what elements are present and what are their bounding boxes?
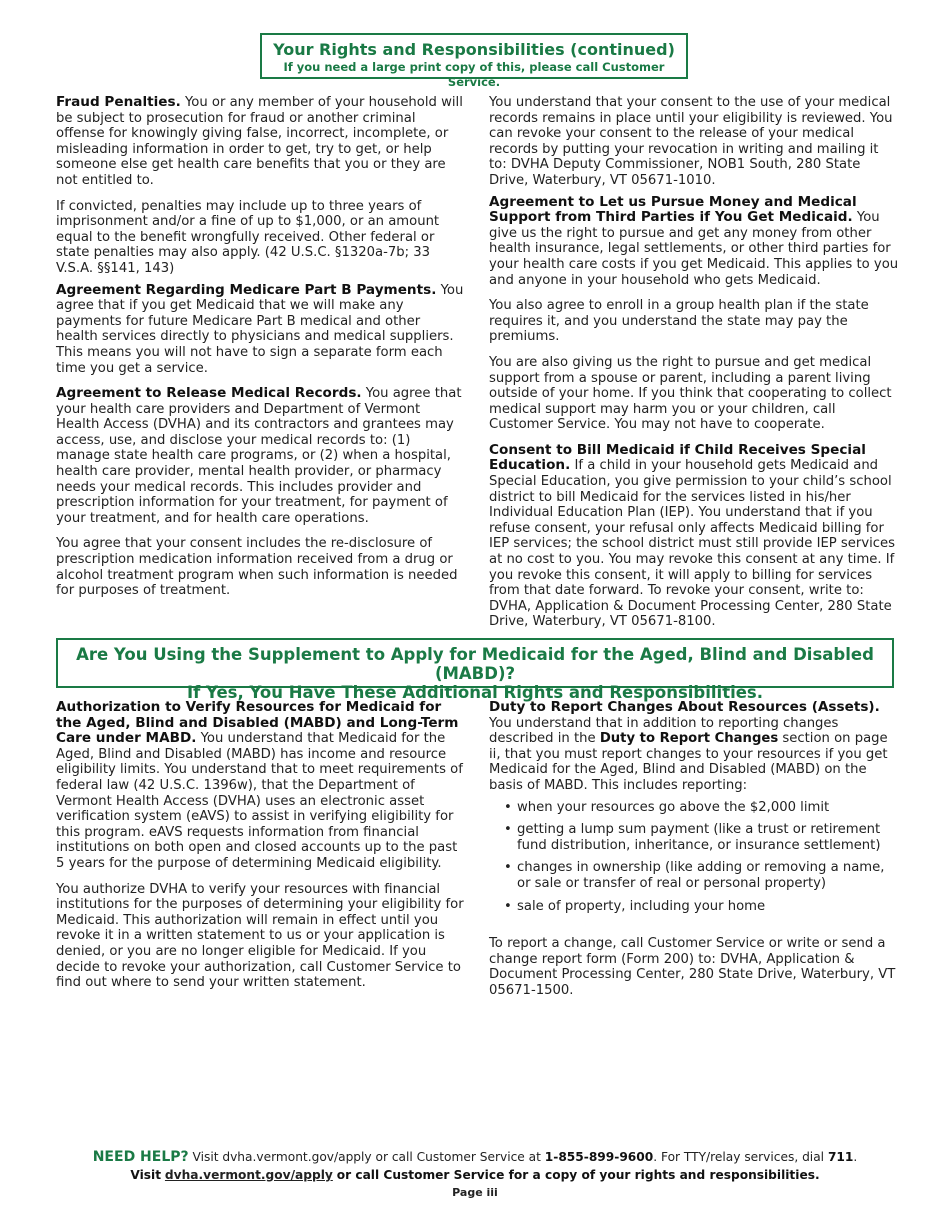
left-column xyxy=(56,95,466,609)
page-subtitle: If you need a large print copy of this, please call Customer Service. xyxy=(283,60,665,89)
list-item: • when your resources go above the $2,000 limit xyxy=(517,800,899,816)
mabd-right-column xyxy=(489,700,899,1009)
fraud-paragraph xyxy=(56,95,466,189)
convicted-paragraph: If convicted, penalties may include up to three years of imprisonment and/or a fine of up to $1,000, or an amount equal to the benefit wrongfully received. Other federal or state penalties may also apply. (42 U.S.C. §1320a-7b; 33 V.S.A. §§141, 143) xyxy=(56,198,440,276)
medicare-text: You agree that if you get Medicaid that we will make any payments for future Medicare Part B medical and other health services directly to physicians and medical suppliers. This means you will not have to sign a separate form each time you get a service. xyxy=(56,282,464,376)
verify-heading: Authorization to Verify Resources for Medicaid for the Aged, Blind and Disabled (MABD) and Long-Term Care under MABD. xyxy=(56,699,459,747)
help-text-a: Visit dvha.vermont.gov/apply or call Customer Service at xyxy=(192,1150,541,1164)
duty-text-bold: Duty to Report Changes xyxy=(599,731,779,747)
special-ed-text: If a child in your household gets Medicaid and Special Education, you give permission to your child’s school district to bill Medicaid for the services listed in his/her Individual Education Plan (IEP). You understand that if you refuse consent, your refusal only affects Medicaid billing for IEP services; the school district must still provide IEP services at no cost to you. You may revoke this consent at any time. If you revoke this consent, it will apply to billing for services from that date forward. To revoke your consent, write to: DVHA, Application & Document Processing Center, 280 State Drive, Waterbury, VT 05671-8100. xyxy=(489,458,896,630)
fraud-text: You or any member of your household will be subject to prosecution for fraud or another criminal offense for knowingly giving false, incorrect, incomplete, or misleading information in order to get, try to get, or help someone else get health care benefits that you or they are not entitled to. xyxy=(56,95,463,188)
right-column xyxy=(489,95,899,640)
help-line xyxy=(0,1148,950,1166)
medicare-heading: Agreement Regarding Medicare Part B Payments. xyxy=(56,281,437,298)
consent-paragraph: You understand that your consent to the use of your medical records remains in place until your eligibility is reviewed. You can revoke your consent to the release of your medical records by putting your revocation in writing and mailing it to: DVHA Deputy Commissioner, NOB1 South, 280 State Drive, Waterbury, VT 05671-1010. xyxy=(489,95,893,188)
resource-change-list xyxy=(489,800,899,915)
duty-heading: Duty to Report Changes About Resources (Assets). xyxy=(489,699,880,715)
third-party-text: You give us the right to pursue and get any money from other health insurance, legal settlements, or other third parties for your health care costs if you get Medicaid. This applies to you and anyone in your household who gets Medicaid. xyxy=(489,210,899,288)
footer xyxy=(0,1148,950,1202)
mabd-banner xyxy=(56,638,894,702)
list-item: • changes in ownership (like adding or removing a name, or sale or transfer of real or personal property) xyxy=(517,860,899,891)
report-paragraph: To report a change, call Customer Service or write or send a change report form (Form 200) to: DVHA, Application & Document Processing Center, 280 State Drive, Waterbury, VT 05671-1500. xyxy=(489,936,896,998)
verify-text: You understand that Medicaid for the Aged, Blind and Disabled (MABD) has income and resource eligibility limits. You understand that to meet requirements of federal law (42 U.S.C. 1396w), that the Department of Vermont Health Access (DVHA) uses an electronic asset verification system (eAVS) to assist in verifying eligibility for this program. eAVS requests information from financial institutions on both open and closed accounts up to the past 5 years for the purpose of determining Medicaid eligibility. xyxy=(56,731,463,871)
release-paragraph xyxy=(56,386,466,526)
special-ed-paragraph xyxy=(489,443,899,630)
special-ed-heading: Consent to Bill Medicaid if Child Receives Special Education. xyxy=(489,441,866,474)
redisclosure-paragraph: You agree that your consent includes the re-disclosure of prescription medication information received from a drug or alcohol treatment program when such information is needed for purposes of treatment. xyxy=(56,536,458,599)
tty-number: 711 xyxy=(827,1150,854,1164)
visit-line xyxy=(0,1166,950,1184)
authorize-paragraph: You authorize DVHA to verify your resources with financial institutions for the purposes of determining your eligibility for Medicaid. This authorization will remain in effect until you revoke it in a written statement to us or your application is denied, or you are no longer eligible for Medicaid. If you decide to revoke your authorization, call Customer Service to find out where to send your written statement. xyxy=(56,881,464,991)
fraud-heading: Fraud Penalties. xyxy=(56,94,181,110)
third-party-heading: Agreement to Let us Pursue Money and Medical Support from Third Parties if You Get Medicaid. xyxy=(489,193,857,226)
verify-paragraph xyxy=(56,700,466,872)
list-item: • sale of property, including your home xyxy=(517,899,899,915)
need-help-label: NEED HELP? xyxy=(92,1149,189,1165)
duty-text-a: You understand that in addition to reporting changes described in the xyxy=(489,715,839,747)
third-party-paragraph xyxy=(489,195,899,289)
help-period: . xyxy=(853,1150,858,1164)
mabd-banner-line1: Are You Using the Supplement to Apply for Medicaid for the Aged, Blind and Disabled (MABD)? xyxy=(76,645,874,683)
support-paragraph: You are also giving us the right to pursue and get medical support from a spouse or parent, including a parent living outside of your home. If you think that cooperating to collect medical support may harm you or your children, call Customer Service. You may not have to cooperate. xyxy=(489,354,892,433)
title-box xyxy=(260,33,688,89)
apply-link[interactable]: dvha.vermont.gov/apply xyxy=(164,1168,333,1182)
group-plan-paragraph: You also agree to enroll in a group health plan if the state requires it, and you understand the state may pay the premiums. xyxy=(489,298,869,345)
page-title: Your Rights and Responsibilities (continued) xyxy=(273,40,675,59)
duty-text-b: section on page ii, that you must report changes to your resources if you get Medicaid for the Aged, Blind and Disabled (MABD) on the basis of MABD. This includes reporting: xyxy=(489,731,888,793)
phone-number: 1-855-899-9600 xyxy=(544,1150,654,1164)
duty-paragraph xyxy=(489,700,899,794)
visit-text-b: or call Customer Service for a copy of your rights and responsibilities. xyxy=(336,1168,820,1182)
release-heading: Agreement to Release Medical Records. xyxy=(56,385,362,402)
page-number: Page iii xyxy=(452,1186,498,1199)
visit-text-a: Visit xyxy=(130,1168,162,1182)
list-item: • getting a lump sum payment (like a trust or retirement fund distribution, inheritance, or insurance settlement) xyxy=(517,822,899,853)
mabd-left-column xyxy=(56,700,466,1001)
medicare-paragraph xyxy=(56,283,466,377)
release-text: You agree that your health care providers and Department of Vermont Health Access (DVHA) and its contractors and grantees may access, use, and disclose your medical records to: (1) manage state health care programs, or (2) when a hospital, health care provider, mental health provider, or pharmacy needs your medical records. This includes provider and prescription information for your treatment, for payment of your treatment, and for health care operations. xyxy=(56,386,462,526)
help-text-b: . For TTY/relay services, dial xyxy=(653,1150,825,1164)
mabd-banner-line2: If Yes, You Have These Additional Rights and Responsibilities. xyxy=(186,683,764,702)
